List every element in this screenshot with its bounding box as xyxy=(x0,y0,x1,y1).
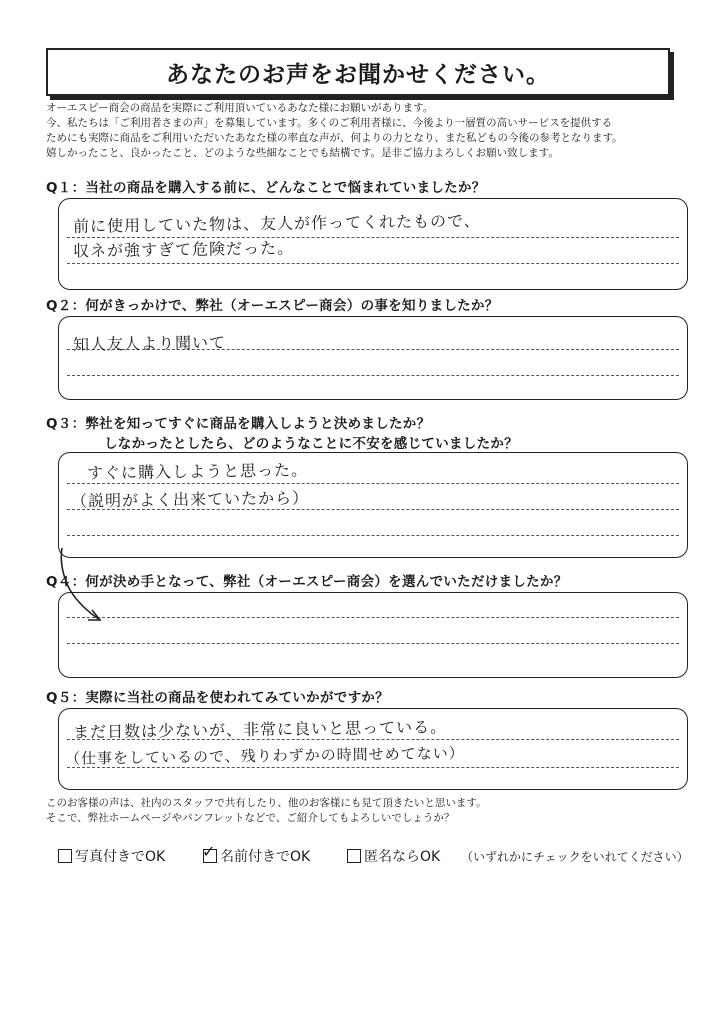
anon-label: 匿名ならOK xyxy=(364,849,441,865)
consent-photo[interactable] xyxy=(58,846,165,866)
footer-line: そこで、弊社ホームページやパンフレットなどで、ご紹介してもよろしいでしょうか？ xyxy=(46,812,455,824)
intro-line: オーエスピー商会の商品を実際にご利用頂いているあなた様にお願いがあります。 xyxy=(46,102,434,114)
checkmark-icon: ✓ xyxy=(202,842,216,861)
consent-anon[interactable] xyxy=(347,846,440,866)
photo-label: 写真付きでOK xyxy=(75,849,166,865)
question-3: Q３：弊社を知ってすぐに商品を購入しようと決めましたか？ xyxy=(46,416,431,432)
question-3-sub: しなかったとしたら、どのようなことに不安を感じていましたか？ xyxy=(104,436,518,452)
intro-line: ためにも実際に商品をご利用いただいたあなた様の率直な声が、何よりの力となり、また私どもの今後の参考となります。 xyxy=(46,132,623,144)
answer-5-line-1: まだ日数は少ないが、非常に良いと思っている。 xyxy=(72,717,448,742)
answer-3-line-2: （説明がよく出来ていたから） xyxy=(70,488,310,511)
page-title: あなたのお声をお聞かせください。 xyxy=(166,61,550,88)
consent-note: （いずれかにチェックをいれてください） xyxy=(461,850,689,864)
name-label: 名前付きでOK xyxy=(220,849,311,865)
question-1: Q１：当社の商品を購入する前に、どんなことで悩まれていましたか？ xyxy=(46,180,486,196)
answer-1-line-1: 前に使用していた物は、友人が作ってくれたもので、 xyxy=(72,211,481,236)
footer-text xyxy=(46,796,486,826)
photo-checkbox[interactable] xyxy=(58,849,72,863)
question-2: Q２：何がきっかけで、弊社（オーエスピー商会）の事を知りましたか？ xyxy=(46,298,499,314)
name-checkbox[interactable] xyxy=(202,842,217,863)
consent-name[interactable] xyxy=(202,842,311,866)
anon-checkbox[interactable] xyxy=(347,849,361,863)
intro-line: 嬉しかったこと、良かったこと、どのような些細なことでも結構です。是非ご協力よろしくお願い致します。 xyxy=(46,147,559,159)
answer-5-line-2: （仕事をしているので、残りわずかの時間せめてない） xyxy=(64,744,465,768)
answer-1-line-2: 収ネが強すぎて危険だった。 xyxy=(72,238,295,261)
answer-2-line-1: 知人友人より聞いて xyxy=(72,332,227,355)
answer-3-line-1: すぐに購入しようと思った。 xyxy=(86,460,309,483)
question-4: Q４：何が決め手となって、弊社（オーエスピー商会）を選んでいただけましたか？ xyxy=(46,574,568,590)
intro-line: 今、私たちは「ご利用者さまの声」を募集しています。多くのご利用者様に、今後より一層質の高いサービスを提供する xyxy=(46,117,613,129)
footer-line: このお客様の声は、社内のスタッフで共有したり、他のお客様にも見て頂きたいと思います。 xyxy=(46,797,487,809)
question-5: Q５：実際に当社の商品を使われてみていかがですか？ xyxy=(46,690,389,706)
